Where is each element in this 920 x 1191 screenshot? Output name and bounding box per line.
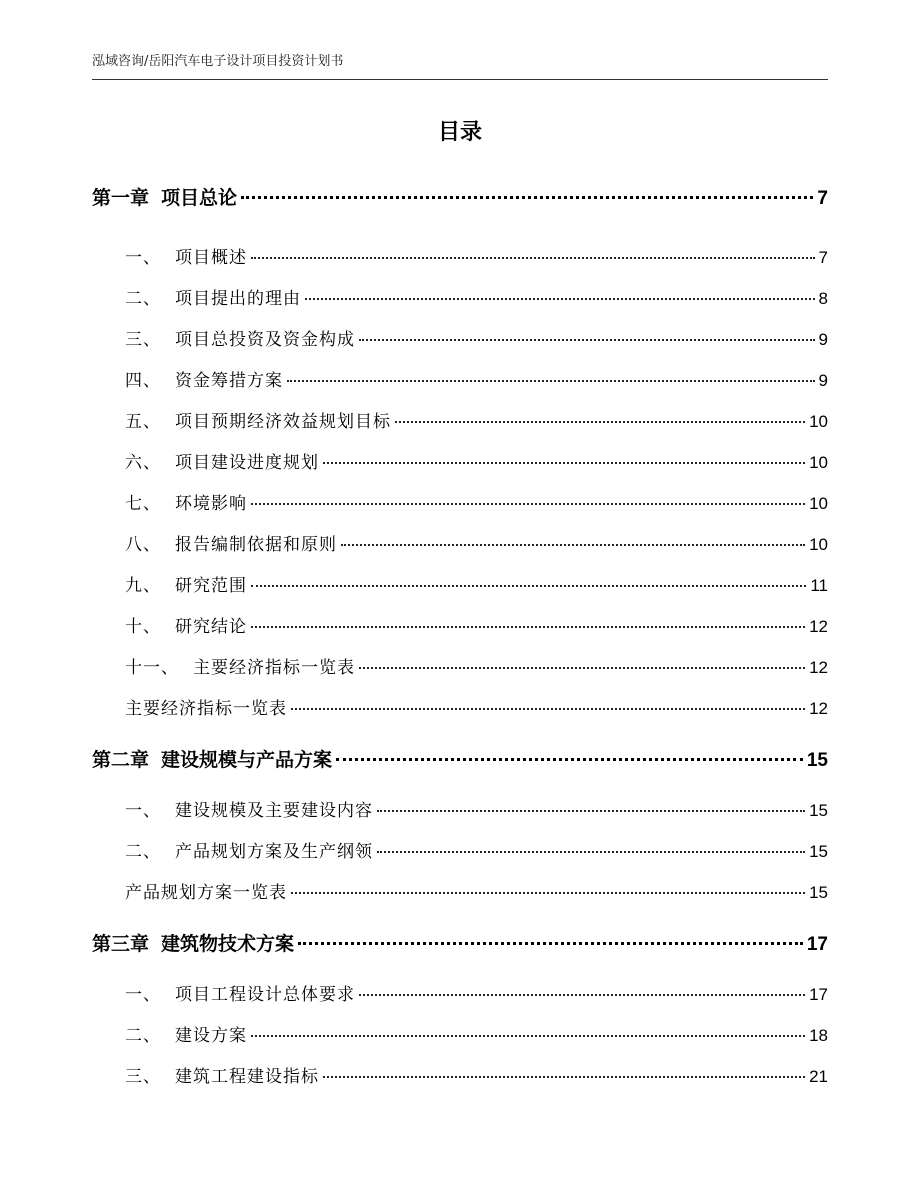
toc-entry-page-number: 15 — [809, 883, 828, 902]
toc-entry-label: 环境影响 — [175, 494, 247, 514]
toc-entry-page-number: 9 — [818, 371, 828, 390]
toc-entry-number: 九、 — [125, 576, 161, 596]
toc-entry-number: 第一章 — [92, 187, 150, 209]
toc-section-entry[interactable] — [125, 613, 828, 641]
running-header: 泓域咨询/岳阳汽车电子设计项目投资计划书 — [92, 53, 828, 80]
toc-section-entry[interactable] — [125, 367, 828, 395]
toc-entry-label: 建设规模与产品方案 — [161, 749, 333, 771]
toc-entry-number: 第二章 — [92, 749, 150, 771]
toc-section-entry[interactable] — [125, 490, 828, 518]
dot-leader — [241, 196, 813, 199]
toc-entry-label: 项目提出的理由 — [175, 289, 301, 309]
toc-entry-label: 项目总论 — [161, 187, 238, 209]
toc-entry-page-number: 8 — [818, 289, 828, 308]
dot-leader — [287, 380, 815, 382]
toc-entry-number: 第三章 — [92, 933, 150, 955]
dot-leader — [251, 503, 805, 505]
toc-entry-label: 主要经济指标一览表 — [193, 658, 355, 678]
toc-entry-page-number: 15 — [809, 801, 828, 820]
dot-leader — [291, 892, 805, 894]
toc-entry-label: 项目总投资及资金构成 — [175, 330, 355, 350]
dot-leader — [298, 942, 803, 945]
toc-entry-number: 七、 — [125, 494, 161, 514]
toc-entry-number: 一、 — [125, 801, 161, 821]
toc-section-entry[interactable] — [125, 244, 828, 272]
toc-section-entry[interactable] — [125, 326, 828, 354]
toc-entry-page-number: 10 — [809, 453, 828, 472]
dot-leader — [305, 298, 815, 300]
dot-leader — [323, 1076, 805, 1078]
toc-entry-number: 五、 — [125, 412, 161, 432]
toc-entry-number: 二、 — [125, 289, 161, 309]
toc-section-entry[interactable] — [125, 572, 828, 600]
dot-leader — [359, 994, 805, 996]
toc-section-entry[interactable] — [125, 1022, 828, 1050]
toc-section-entry[interactable] — [125, 797, 828, 825]
toc-entry-page-number: 15 — [809, 842, 828, 861]
toc-section-entry[interactable] — [125, 838, 828, 866]
dot-leader — [251, 1035, 805, 1037]
toc-entry-number: 一、 — [125, 985, 161, 1005]
toc-entry-number: 二、 — [125, 1026, 161, 1046]
toc-entry-number: 三、 — [125, 330, 161, 350]
toc-entry-page-number: 11 — [810, 576, 828, 595]
toc-section-entry[interactable] — [125, 654, 828, 682]
toc-entry-number: 四、 — [125, 371, 161, 391]
dot-leader — [323, 462, 805, 464]
toc-chapter-entry[interactable] — [92, 929, 828, 959]
toc-chapter-entry[interactable] — [92, 745, 828, 775]
toc-entry-label: 项目预期经济效益规划目标 — [175, 412, 391, 432]
toc-entry-label: 项目概述 — [175, 248, 247, 268]
dot-leader — [359, 339, 815, 341]
toc-title: 目录 — [437, 120, 482, 145]
toc-entry-number: 六、 — [125, 453, 161, 473]
toc-entry-page-number: 17 — [809, 985, 828, 1004]
toc-entry-label: 建设规模及主要建设内容 — [175, 801, 373, 821]
toc-entry-page-number: 12 — [809, 699, 828, 718]
dot-leader — [341, 544, 805, 546]
toc-entry-page-number: 17 — [806, 934, 828, 955]
toc-entry-page-number: 12 — [809, 658, 828, 677]
dot-leader — [291, 708, 805, 710]
toc-entry-page-number: 12 — [809, 617, 828, 636]
toc-entry-number: 八、 — [125, 535, 161, 555]
toc-entry-label: 研究结论 — [175, 617, 247, 637]
toc-entry-page-number: 10 — [809, 412, 828, 431]
toc-entry-number: 二、 — [125, 842, 161, 862]
toc-entry-page-number: 18 — [809, 1026, 828, 1045]
toc-section-entry[interactable] — [125, 1063, 828, 1091]
toc-entry-page-number: 7 — [818, 248, 828, 267]
toc-entry-label: 产品规划方案及生产纲领 — [175, 842, 373, 862]
toc-entry-page-number: 9 — [818, 330, 828, 349]
toc-entry-label: 主要经济指标一览表 — [125, 699, 287, 719]
toc-entry-label: 建筑物技术方案 — [161, 933, 295, 955]
toc-entry-label: 项目建设进度规划 — [175, 453, 319, 473]
toc-entry-label: 项目工程设计总体要求 — [175, 985, 355, 1005]
toc-section-entry[interactable] — [125, 531, 828, 559]
toc-entry-label: 建筑工程建设指标 — [175, 1067, 319, 1087]
toc-entry-label: 产品规划方案一览表 — [125, 883, 287, 903]
toc-section-entry[interactable] — [125, 879, 828, 907]
toc-entry-page-number: 10 — [809, 494, 828, 513]
toc-entry-number: 一、 — [125, 248, 161, 268]
toc-section-entry[interactable] — [125, 981, 828, 1009]
toc-entry-label: 资金筹措方案 — [175, 371, 283, 391]
dot-leader — [251, 585, 806, 587]
toc-entry-page-number: 21 — [809, 1067, 828, 1086]
dot-leader — [336, 758, 803, 761]
dot-leader — [395, 421, 805, 423]
toc-entry-page-number: 10 — [809, 535, 828, 554]
dot-leader — [377, 851, 805, 853]
dot-leader — [377, 810, 805, 812]
toc-entry-page-number: 7 — [817, 188, 828, 209]
toc-entry-label: 报告编制依据和原则 — [175, 535, 337, 555]
toc-entry-number: 十、 — [125, 617, 161, 637]
toc-section-entry[interactable] — [125, 695, 828, 723]
toc-section-entry[interactable] — [125, 408, 828, 436]
toc-entry-page-number: 15 — [806, 750, 828, 771]
toc-section-entry[interactable] — [125, 449, 828, 477]
toc-entry-label: 研究范围 — [175, 576, 247, 596]
toc-section-entry[interactable] — [125, 285, 828, 313]
toc-entry-label: 建设方案 — [175, 1026, 247, 1046]
dot-leader — [251, 626, 805, 628]
toc-chapter-entry[interactable] — [92, 183, 828, 213]
dot-leader — [251, 257, 815, 259]
toc-entry-number: 三、 — [125, 1067, 161, 1087]
dot-leader — [359, 667, 805, 669]
toc-entry-number: 十一、 — [125, 658, 179, 678]
